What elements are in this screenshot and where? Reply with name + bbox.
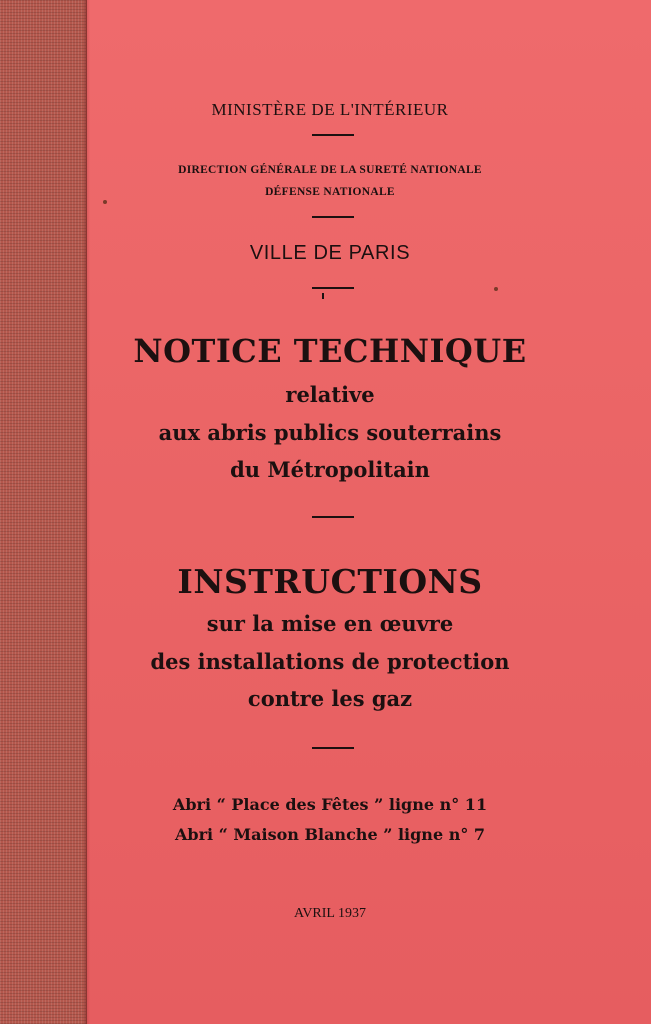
foxing-spot: [494, 287, 498, 291]
shelter-line: Abri “ Maison Blanche ” ligne n° 7: [174, 825, 486, 844]
divider: [312, 134, 354, 136]
notice-subtitle-line: du Métropolitain: [230, 457, 430, 482]
cloth-spine: [0, 0, 87, 1024]
instructions-subtitle-line: sur la mise en œuvre: [206, 611, 454, 636]
notice-title: NOTICE TECHNIQUE: [133, 332, 527, 370]
divider: [312, 516, 354, 518]
ministry-heading: MINISTÈRE DE L'INTÉRIEUR: [211, 100, 449, 119]
notice-subtitle-line: relative: [285, 382, 375, 407]
shelter-line: Abri “ Place des Fêtes ” ligne n° 11: [172, 795, 488, 814]
instructions-subtitle-line: contre les gaz: [247, 686, 413, 711]
divider: [312, 216, 354, 218]
direction-line: DIRECTION GÉNÉRALE DE LA SURETÉ NATIONALE: [178, 164, 482, 176]
divider: [312, 747, 354, 749]
divider: [312, 287, 354, 289]
divider-tick: [322, 293, 324, 299]
foxing-spot: [103, 200, 107, 204]
city-heading: VILLE DE PARIS: [249, 242, 411, 264]
notice-subtitle-line: aux abris publics souterrains: [158, 420, 502, 445]
defense-line: DÉFENSE NATIONALE: [265, 186, 395, 198]
instructions-subtitle-line: des installations de protection: [150, 649, 510, 674]
spine-edge-shadow: [84, 0, 90, 1024]
instructions-title: INSTRUCTIONS: [177, 562, 483, 601]
publication-date: AVRIL 1937: [294, 906, 366, 921]
